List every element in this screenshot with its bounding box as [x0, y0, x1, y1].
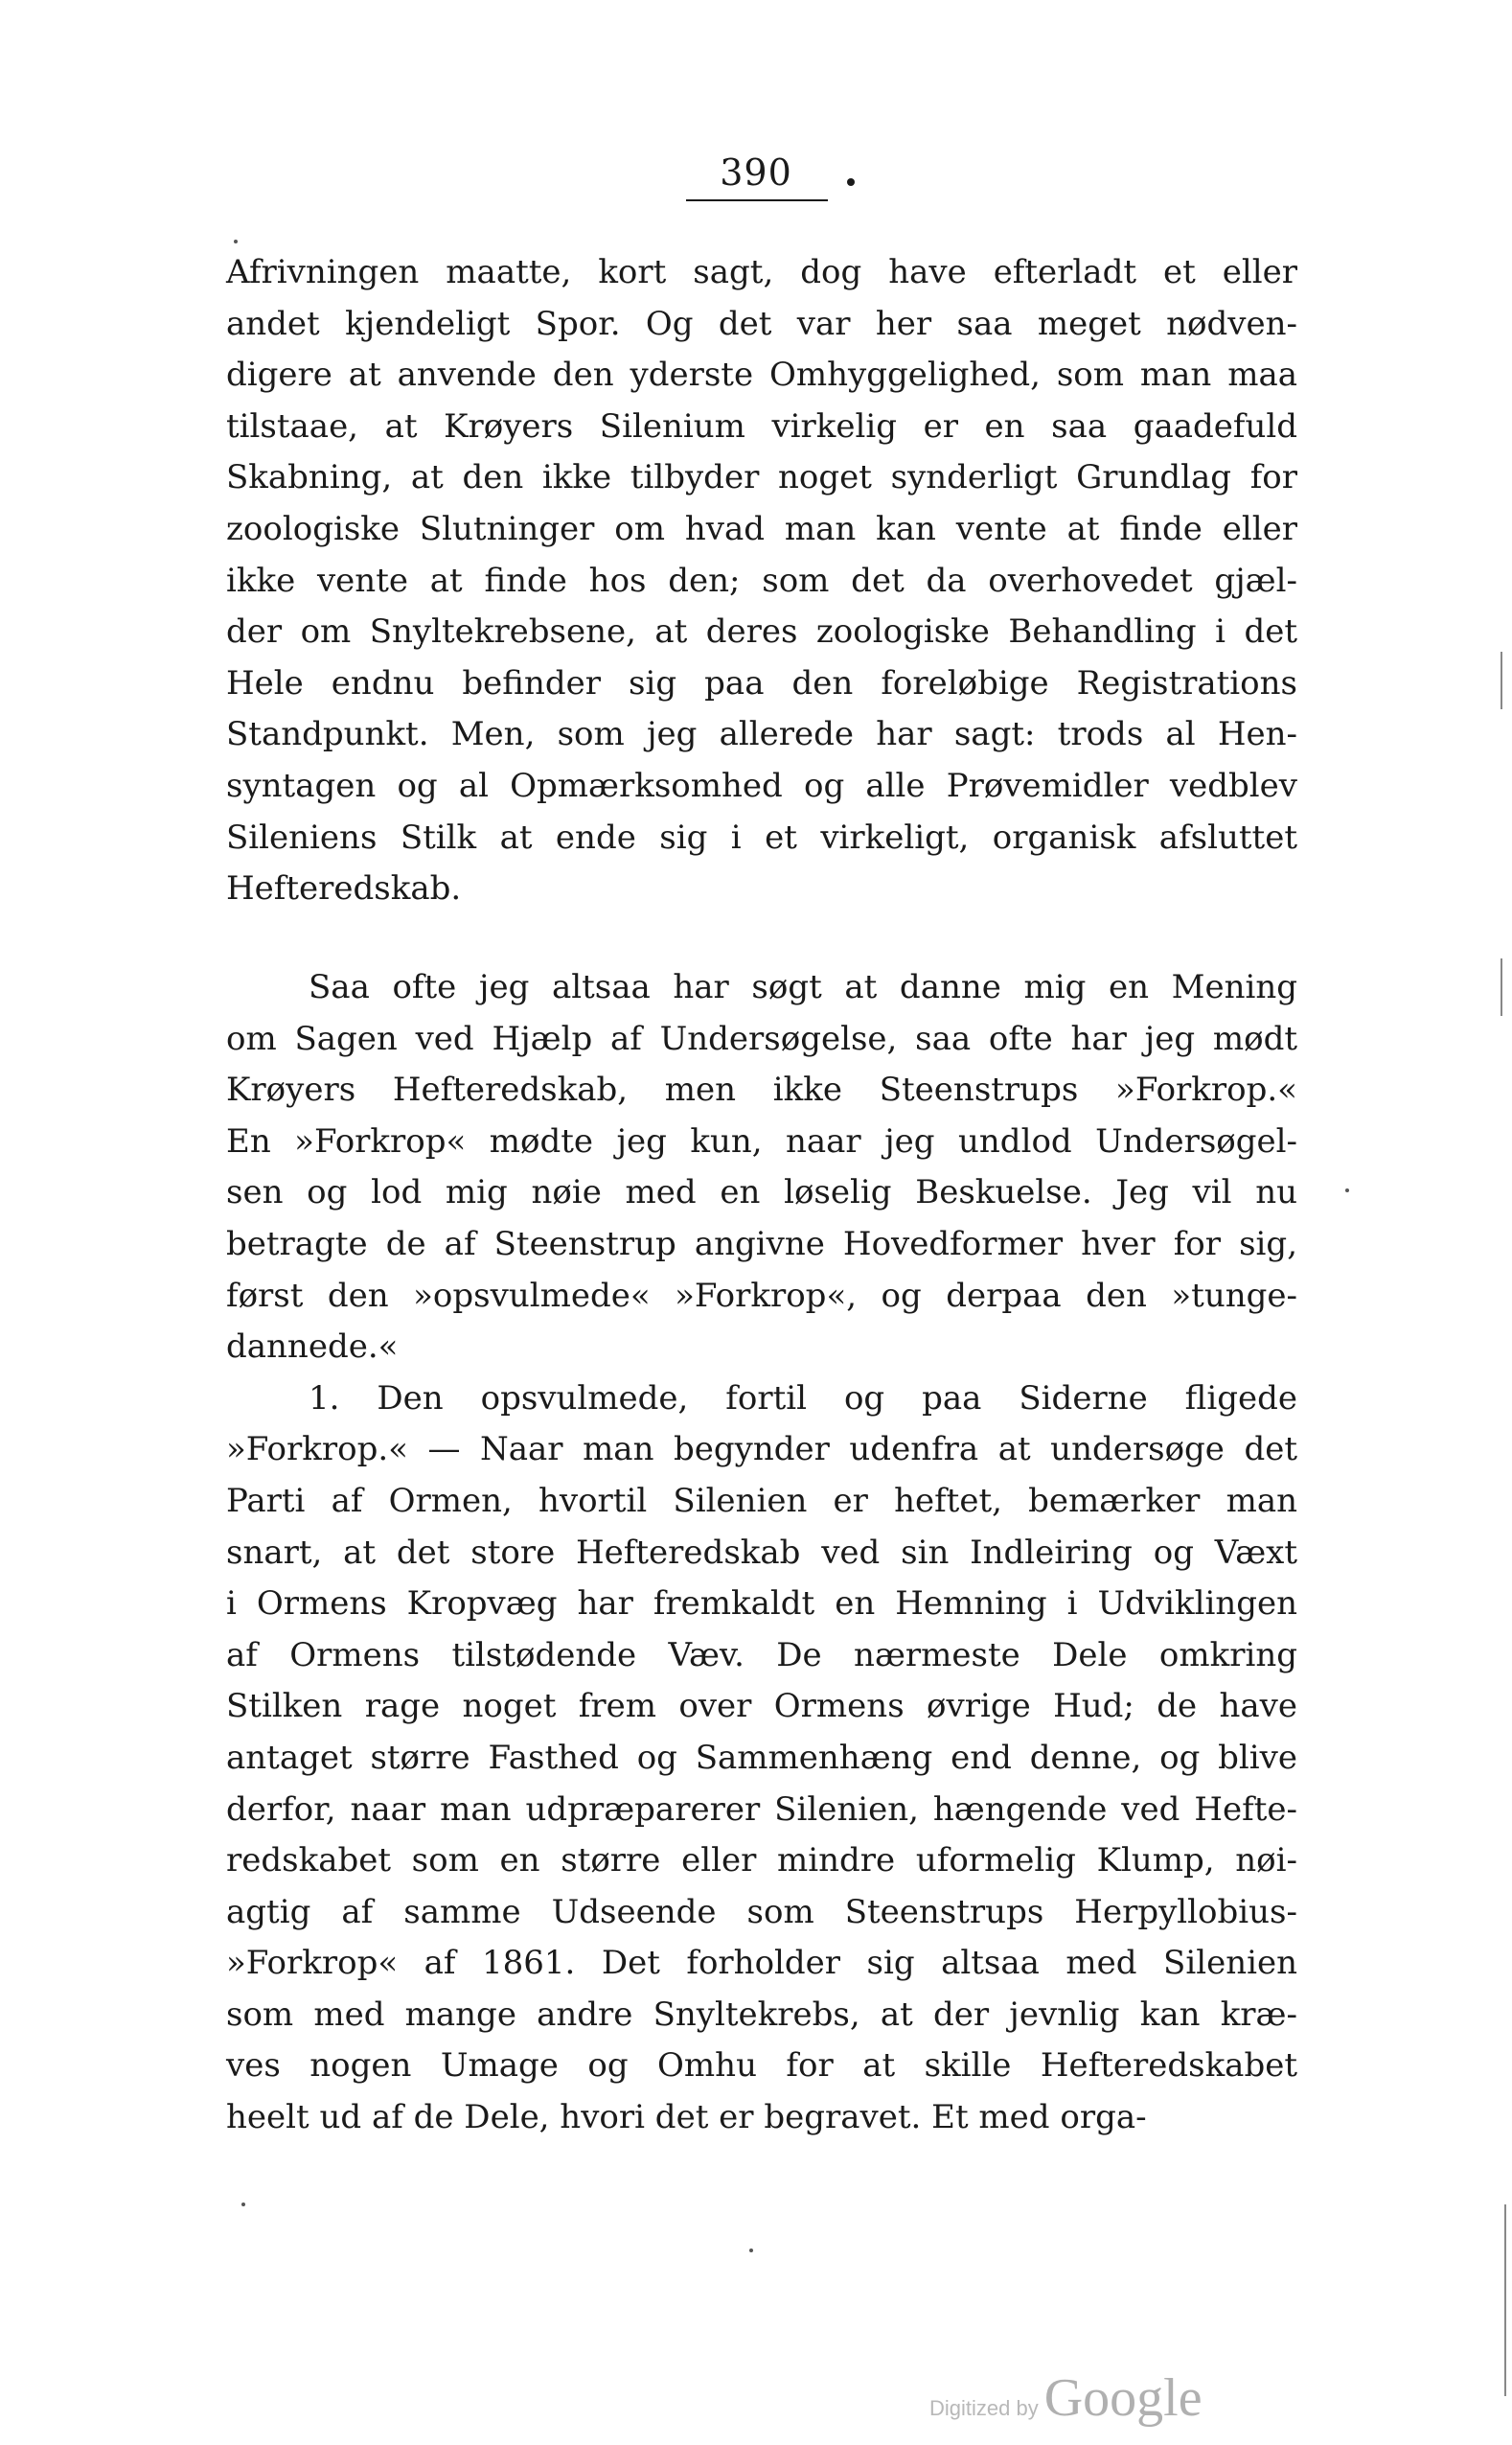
text-line: dannede.« [226, 1327, 399, 1367]
text-line: tilstaae, at Krøyers Silenium virkelig er en saa gaadefuld [226, 406, 1297, 446]
header-dot [847, 178, 855, 186]
text-line: der om Snyltekrebsene, at deres zoologiske Behandling i det [226, 612, 1297, 652]
text-line: som med mange andre Snyltekrebs, at der jevnlig kan kræ- [226, 1995, 1297, 2034]
paragraph-2 [226, 962, 1297, 2144]
page-number: 390 [720, 151, 792, 194]
text-line: betragte de af Steenstrup angivne Hovedformer hver for sig, [226, 1224, 1297, 1263]
text-line: ikke vente at finde hos den; som det da overhovedet gjæl- [226, 561, 1297, 600]
text-line: sen og lod mig nøie med en løselig Beskuelse. Jeg vil nu [226, 1173, 1297, 1212]
text-line: heelt ud af de Dele, hvori det er begravet. Et med orga- [226, 2098, 1147, 2137]
text-line: snart, at det store Hefteredskab ved sin Indleiring og Væxt [226, 1533, 1297, 1572]
scan-speck [234, 240, 238, 243]
text-line: af Ormens tilstødende Væv. De nærmeste Dele omkring [226, 1635, 1297, 1674]
text-line: En »Forkrop« mødte jeg kun, naar jeg undlod Undersøgel- [226, 1121, 1297, 1161]
text-line: Hefteredskab. [226, 869, 462, 909]
page-number-underline [686, 199, 828, 201]
text-line: Hele endnu befinder sig paa den foreløbige Registrations [226, 663, 1297, 703]
text-line: 1. Den opsvulmede, fortil og paa Siderne fligede [309, 1378, 1297, 1418]
digitized-label: Digitized by [929, 2396, 1039, 2420]
digitized-watermark [929, 2367, 1203, 2434]
text-line: »Forkrop.« — Naar man begynder udenfra at undersøge det [226, 1430, 1297, 1469]
text-line: i Ormens Kropvæg har fremkaldt en Hemning i Udviklingen [226, 1584, 1297, 1624]
text-line: Saa ofte jeg altsaa har søgt at danne mig en Mening [309, 968, 1297, 1006]
text-line: »Forkrop« af 1861. Det forholder sig altsaa med Silenien [226, 1944, 1297, 1983]
text-line: ves nogen Umage og Omhu for at skille Hefteredskabet [226, 2046, 1297, 2086]
text-line: Sileniens Stilk at ende sig i et virkeligt, organisk afsluttet [226, 818, 1297, 857]
google-logo: Google [1043, 2368, 1203, 2428]
text-line: syntagen og al Opmærksomhed og alle Prøvemidler vedblev [226, 766, 1297, 805]
text-line: Skabning, at den ikke tilbyder noget synderligt Grundlag for [226, 458, 1297, 497]
paragraph-1 [226, 247, 1297, 915]
text-line: Standpunkt. Men, som jeg allerede har sagt: trods al Hen- [226, 715, 1297, 754]
text-line: agtig af samme Udseende som Steenstrups Herpyllobius- [226, 1892, 1297, 1931]
text-line: Krøyers Hefteredskab, men ikke Steenstrups »Forkrop.« [226, 1071, 1297, 1110]
text-line: Parti af Ormen, hvortil Silenien er heftet, bemærker man [226, 1481, 1297, 1520]
text-line: redskabet som en større eller mindre uformelig Klump, nøi- [226, 1841, 1297, 1880]
scan-speck [1345, 1188, 1349, 1192]
text-line: om Sagen ved Hjælp af Undersøgelse, saa ofte har jeg mødt [226, 1019, 1297, 1058]
text-line: antaget større Fasthed og Sammenhæng end denne, og blive [226, 1738, 1297, 1777]
text-line: Stilken rage noget frem over Ormens øvrige Hud; de have [226, 1687, 1297, 1726]
text-line: derfor, naar man udpræparerer Silenien, hængende ved Hefte- [226, 1789, 1297, 1829]
text-line: først den »opsvulmede« »Forkrop«, og derpaa den »tunge- [226, 1276, 1297, 1315]
scan-edge-mark [1501, 958, 1502, 1016]
text-line: andet kjendeligt Spor. Og det var her saa meget nødven- [226, 304, 1297, 343]
text-line: Afrivningen maatte, kort sagt, dog have efterladt et eller [226, 253, 1297, 291]
text-line: zoologiske Slutninger om hvad man kan vente at finde eller [226, 509, 1297, 548]
scan-edge-mark [1504, 2204, 1506, 2396]
text-line: digere at anvende den yderste Omhyggelighed, som man maa [226, 356, 1297, 395]
scan-edge-mark [1501, 652, 1502, 709]
scan-speck [749, 2249, 753, 2252]
scan-speck [241, 2203, 245, 2206]
